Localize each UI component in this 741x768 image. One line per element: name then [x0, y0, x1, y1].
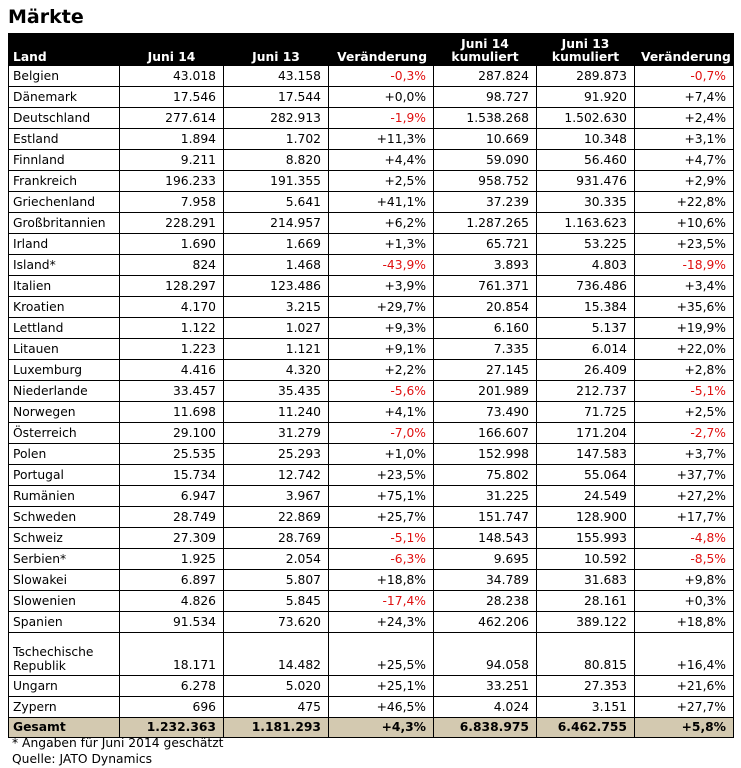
cell-juni-14-kumuliert: 59.090 — [434, 150, 537, 171]
cell-land: Großbritannien — [9, 213, 120, 234]
cell-veraenderung: +41,1% — [329, 192, 434, 213]
column-header-juni-13-kumuliert: Juni 13 kumuliert — [537, 33, 635, 66]
column-header-juni-14-kumuliert: Juni 14 kumuliert — [434, 33, 537, 66]
cell-juni-14-kumuliert: 65.721 — [434, 234, 537, 255]
cell-juni-14-kumuliert: 31.225 — [434, 486, 537, 507]
cell-veraenderung-kumuliert: +3,1% — [635, 129, 734, 150]
cell-juni-13: 5.641 — [224, 192, 329, 213]
cell-veraenderung: +18,8% — [329, 570, 434, 591]
table-body — [9, 66, 734, 738]
cell-land: Ungarn — [9, 676, 120, 697]
table-row — [9, 570, 734, 591]
cell-juni-13-kumuliert: 10.348 — [537, 129, 635, 150]
cell-land: Luxemburg — [9, 360, 120, 381]
cell-land: Serbien* — [9, 549, 120, 570]
cell-juni-13-kumuliert: 1.163.623 — [537, 213, 635, 234]
table-row — [9, 108, 734, 129]
cell-juni-13: 14.482 — [224, 633, 329, 676]
cell-juni-14: 196.233 — [120, 171, 224, 192]
cell-juni-14: 1.925 — [120, 549, 224, 570]
cell-veraenderung: +6,2% — [329, 213, 434, 234]
cell-veraenderung-kumuliert: +10,6% — [635, 213, 734, 234]
cell-veraenderung-kumuliert: +0,3% — [635, 591, 734, 612]
cell-juni-14-kumuliert: 37.239 — [434, 192, 537, 213]
cell-juni-13-kumuliert: 931.476 — [537, 171, 635, 192]
cell-juni-14: 33.457 — [120, 381, 224, 402]
cell-juni-14-kumuliert: 151.747 — [434, 507, 537, 528]
cell-veraenderung-kumuliert: +27,2% — [635, 486, 734, 507]
cell-juni-14: 91.534 — [120, 612, 224, 633]
cell-juni-13-kumuliert: 3.151 — [537, 697, 635, 718]
cell-juni-14-kumuliert: 3.893 — [434, 255, 537, 276]
cell-juni-14-kumuliert: 98.727 — [434, 87, 537, 108]
cell-land: Deutschland — [9, 108, 120, 129]
table-row — [9, 297, 734, 318]
cell-juni-14: 11.698 — [120, 402, 224, 423]
table-row — [9, 486, 734, 507]
cell-veraenderung: +3,9% — [329, 276, 434, 297]
cell-juni-13: 5.807 — [224, 570, 329, 591]
cell-juni-14-kumuliert: 20.854 — [434, 297, 537, 318]
cell-juni-13-kumuliert: 55.064 — [537, 465, 635, 486]
cell-land: Portugal — [9, 465, 120, 486]
cell-juni-14-kumuliert: 94.058 — [434, 633, 537, 676]
cell-veraenderung: -0,3% — [329, 66, 434, 87]
cell-juni-14: 6.897 — [120, 570, 224, 591]
cell-juni-14-kumuliert: 6.160 — [434, 318, 537, 339]
cell-juni-14-kumuliert: 1.538.268 — [434, 108, 537, 129]
cell-land: Dänemark — [9, 87, 120, 108]
cell-veraenderung-kumuliert: +18,8% — [635, 612, 734, 633]
markets-table — [8, 33, 734, 738]
column-header-juni-14: Juni 14 — [120, 33, 224, 66]
cell-land: Norwegen — [9, 402, 120, 423]
table-row — [9, 633, 734, 676]
cell-juni-14-kumuliert: 761.371 — [434, 276, 537, 297]
cell-juni-14-kumuliert: 462.206 — [434, 612, 537, 633]
cell-veraenderung: -7,0% — [329, 423, 434, 444]
table-row — [9, 255, 734, 276]
cell-juni-13-kumuliert: 56.460 — [537, 150, 635, 171]
table-row — [9, 129, 734, 150]
cell-juni-13-kumuliert: 212.737 — [537, 381, 635, 402]
cell-veraenderung: +4,4% — [329, 150, 434, 171]
cell-juni-14: 1.232.363 — [120, 718, 224, 738]
cell-veraenderung-kumuliert: +35,6% — [635, 297, 734, 318]
cell-veraenderung: +46,5% — [329, 697, 434, 718]
cell-veraenderung: +25,7% — [329, 507, 434, 528]
cell-veraenderung-kumuliert: +2,8% — [635, 360, 734, 381]
table-row — [9, 549, 734, 570]
table-row — [9, 339, 734, 360]
cell-juni-13: 1.669 — [224, 234, 329, 255]
cell-juni-14: 4.416 — [120, 360, 224, 381]
cell-juni-13: 1.468 — [224, 255, 329, 276]
cell-veraenderung: +0,0% — [329, 87, 434, 108]
cell-juni-14-kumuliert: 166.607 — [434, 423, 537, 444]
cell-juni-14: 1.223 — [120, 339, 224, 360]
cell-land: Island* — [9, 255, 120, 276]
cell-juni-13-kumuliert: 24.549 — [537, 486, 635, 507]
cell-juni-13: 35.435 — [224, 381, 329, 402]
cell-veraenderung-kumuliert: +22,0% — [635, 339, 734, 360]
table-row — [9, 381, 734, 402]
cell-juni-14-kumuliert: 958.752 — [434, 171, 537, 192]
table-row — [9, 591, 734, 612]
cell-juni-14-kumuliert: 28.238 — [434, 591, 537, 612]
cell-juni-14-kumuliert: 1.287.265 — [434, 213, 537, 234]
cell-veraenderung-kumuliert: +2,5% — [635, 402, 734, 423]
cell-veraenderung: +29,7% — [329, 297, 434, 318]
table-row — [9, 276, 734, 297]
cell-juni-13: 5.845 — [224, 591, 329, 612]
cell-juni-13-kumuliert: 5.137 — [537, 318, 635, 339]
column-header-juni-13: Juni 13 — [224, 33, 329, 66]
cell-juni-14-kumuliert: 34.789 — [434, 570, 537, 591]
cell-juni-14-kumuliert: 152.998 — [434, 444, 537, 465]
cell-veraenderung-kumuliert: +21,6% — [635, 676, 734, 697]
table-row — [9, 171, 734, 192]
table-row — [9, 213, 734, 234]
cell-juni-14: 9.211 — [120, 150, 224, 171]
cell-juni-13-kumuliert: 91.920 — [537, 87, 635, 108]
table-row — [9, 360, 734, 381]
cell-juni-13: 25.293 — [224, 444, 329, 465]
cell-juni-14-kumuliert: 4.024 — [434, 697, 537, 718]
cell-veraenderung-kumuliert: +2,4% — [635, 108, 734, 129]
table-header-row — [9, 33, 734, 66]
cell-juni-13-kumuliert: 6.462.755 — [537, 718, 635, 738]
table-row — [9, 192, 734, 213]
cell-juni-13-kumuliert: 6.014 — [537, 339, 635, 360]
table-row — [9, 612, 734, 633]
cell-veraenderung: -1,9% — [329, 108, 434, 129]
cell-land: Gesamt — [9, 718, 120, 738]
table-row — [9, 318, 734, 339]
cell-juni-14-kumuliert: 9.695 — [434, 549, 537, 570]
cell-land: Schweiz — [9, 528, 120, 549]
cell-juni-13-kumuliert: 31.683 — [537, 570, 635, 591]
cell-juni-13-kumuliert: 10.592 — [537, 549, 635, 570]
cell-land: Italien — [9, 276, 120, 297]
cell-juni-14: 6.278 — [120, 676, 224, 697]
cell-veraenderung: -43,9% — [329, 255, 434, 276]
cell-veraenderung: +4,1% — [329, 402, 434, 423]
cell-veraenderung: -6,3% — [329, 549, 434, 570]
cell-juni-14: 277.614 — [120, 108, 224, 129]
cell-land: Belgien — [9, 66, 120, 87]
cell-land: Schweden — [9, 507, 120, 528]
column-header-veraenderung-kumuliert: Veränderung — [635, 33, 734, 66]
cell-juni-14: 4.170 — [120, 297, 224, 318]
cell-veraenderung-kumuliert: -5,1% — [635, 381, 734, 402]
table-row — [9, 150, 734, 171]
cell-veraenderung: +75,1% — [329, 486, 434, 507]
cell-land: Slowenien — [9, 591, 120, 612]
cell-land: Österreich — [9, 423, 120, 444]
source-note: Quelle: JATO Dynamics — [12, 752, 153, 766]
cell-veraenderung: +25,5% — [329, 633, 434, 676]
cell-juni-14-kumuliert: 7.335 — [434, 339, 537, 360]
cell-veraenderung: +23,5% — [329, 465, 434, 486]
column-header-veraenderung: Veränderung — [329, 33, 434, 66]
cell-veraenderung-kumuliert: -4,8% — [635, 528, 734, 549]
cell-juni-14: 15.734 — [120, 465, 224, 486]
cell-juni-14-kumuliert: 75.802 — [434, 465, 537, 486]
cell-juni-14: 1.894 — [120, 129, 224, 150]
cell-veraenderung-kumuliert: +19,9% — [635, 318, 734, 339]
cell-juni-13: 8.820 — [224, 150, 329, 171]
cell-juni-13-kumuliert: 30.335 — [537, 192, 635, 213]
table-row — [9, 66, 734, 87]
cell-veraenderung-kumuliert: +2,9% — [635, 171, 734, 192]
cell-land: Zypern — [9, 697, 120, 718]
cell-juni-13-kumuliert: 71.725 — [537, 402, 635, 423]
table-row — [9, 423, 734, 444]
cell-juni-13-kumuliert: 289.873 — [537, 66, 635, 87]
cell-juni-14: 43.018 — [120, 66, 224, 87]
cell-veraenderung-kumuliert: -8,5% — [635, 549, 734, 570]
table-row — [9, 234, 734, 255]
cell-juni-14: 1.690 — [120, 234, 224, 255]
cell-veraenderung: -5,6% — [329, 381, 434, 402]
cell-juni-14: 1.122 — [120, 318, 224, 339]
cell-juni-13: 1.181.293 — [224, 718, 329, 738]
cell-juni-13: 1.702 — [224, 129, 329, 150]
cell-juni-13-kumuliert: 128.900 — [537, 507, 635, 528]
cell-veraenderung-kumuliert: +23,5% — [635, 234, 734, 255]
cell-juni-14-kumuliert: 148.543 — [434, 528, 537, 549]
cell-juni-14-kumuliert: 73.490 — [434, 402, 537, 423]
cell-veraenderung-kumuliert: +37,7% — [635, 465, 734, 486]
cell-juni-13-kumuliert: 171.204 — [537, 423, 635, 444]
cell-juni-14: 17.546 — [120, 87, 224, 108]
table-row — [9, 444, 734, 465]
cell-juni-13-kumuliert: 28.161 — [537, 591, 635, 612]
cell-juni-13: 12.742 — [224, 465, 329, 486]
cell-land: Polen — [9, 444, 120, 465]
cell-land: Rumänien — [9, 486, 120, 507]
cell-juni-14: 7.958 — [120, 192, 224, 213]
cell-veraenderung-kumuliert: +5,8% — [635, 718, 734, 738]
cell-veraenderung-kumuliert: -2,7% — [635, 423, 734, 444]
cell-veraenderung-kumuliert: +22,8% — [635, 192, 734, 213]
cell-veraenderung: +4,3% — [329, 718, 434, 738]
cell-veraenderung: +11,3% — [329, 129, 434, 150]
cell-juni-13: 475 — [224, 697, 329, 718]
column-header-land: Land — [9, 33, 120, 66]
cell-juni-13: 31.279 — [224, 423, 329, 444]
cell-juni-14: 29.100 — [120, 423, 224, 444]
cell-juni-13: 22.869 — [224, 507, 329, 528]
cell-juni-14: 27.309 — [120, 528, 224, 549]
cell-juni-13: 11.240 — [224, 402, 329, 423]
cell-veraenderung-kumuliert: +7,4% — [635, 87, 734, 108]
cell-juni-14: 6.947 — [120, 486, 224, 507]
cell-juni-13-kumuliert: 736.486 — [537, 276, 635, 297]
cell-juni-13: 28.769 — [224, 528, 329, 549]
cell-veraenderung: +1,0% — [329, 444, 434, 465]
cell-juni-14-kumuliert: 287.824 — [434, 66, 537, 87]
cell-juni-13-kumuliert: 1.502.630 — [537, 108, 635, 129]
cell-juni-13: 43.158 — [224, 66, 329, 87]
cell-veraenderung: +24,3% — [329, 612, 434, 633]
cell-juni-13: 17.544 — [224, 87, 329, 108]
cell-veraenderung: +9,1% — [329, 339, 434, 360]
cell-juni-14: 18.171 — [120, 633, 224, 676]
table-row — [9, 528, 734, 549]
cell-juni-13: 73.620 — [224, 612, 329, 633]
cell-juni-13: 282.913 — [224, 108, 329, 129]
cell-juni-13-kumuliert: 80.815 — [537, 633, 635, 676]
table-row — [9, 697, 734, 718]
cell-land: Irland — [9, 234, 120, 255]
cell-veraenderung: +2,5% — [329, 171, 434, 192]
table-row — [9, 465, 734, 486]
cell-juni-13-kumuliert: 147.583 — [537, 444, 635, 465]
cell-veraenderung: -17,4% — [329, 591, 434, 612]
cell-juni-13: 4.320 — [224, 360, 329, 381]
cell-veraenderung-kumuliert: +17,7% — [635, 507, 734, 528]
table-row — [9, 676, 734, 697]
cell-juni-13-kumuliert: 155.993 — [537, 528, 635, 549]
cell-veraenderung: +9,3% — [329, 318, 434, 339]
cell-land: Frankreich — [9, 171, 120, 192]
cell-land: Spanien — [9, 612, 120, 633]
cell-juni-13: 214.957 — [224, 213, 329, 234]
cell-land: Lettland — [9, 318, 120, 339]
footnote: * Angaben für Juni 2014 geschätzt — [12, 736, 224, 750]
cell-juni-14: 4.826 — [120, 591, 224, 612]
table-row — [9, 402, 734, 423]
table-row — [9, 87, 734, 108]
cell-veraenderung-kumuliert: -18,9% — [635, 255, 734, 276]
cell-juni-13: 5.020 — [224, 676, 329, 697]
page-title: Märkte — [8, 6, 84, 28]
cell-juni-14-kumuliert: 27.145 — [434, 360, 537, 381]
cell-juni-14-kumuliert: 33.251 — [434, 676, 537, 697]
cell-land: Griechenland — [9, 192, 120, 213]
cell-veraenderung-kumuliert: +27,7% — [635, 697, 734, 718]
cell-juni-13-kumuliert: 389.122 — [537, 612, 635, 633]
cell-juni-13-kumuliert: 53.225 — [537, 234, 635, 255]
cell-juni-14: 228.291 — [120, 213, 224, 234]
cell-juni-14-kumuliert: 10.669 — [434, 129, 537, 150]
cell-juni-14-kumuliert: 6.838.975 — [434, 718, 537, 738]
cell-land: Tschechische Republik — [9, 633, 120, 676]
cell-veraenderung: +1,3% — [329, 234, 434, 255]
cell-juni-14-kumuliert: 201.989 — [434, 381, 537, 402]
cell-veraenderung: +2,2% — [329, 360, 434, 381]
cell-land: Kroatien — [9, 297, 120, 318]
cell-juni-14: 696 — [120, 697, 224, 718]
cell-land: Niederlande — [9, 381, 120, 402]
cell-juni-14: 824 — [120, 255, 224, 276]
cell-veraenderung: -5,1% — [329, 528, 434, 549]
cell-veraenderung-kumuliert: +16,4% — [635, 633, 734, 676]
cell-land: Slowakei — [9, 570, 120, 591]
table-row — [9, 507, 734, 528]
cell-juni-13-kumuliert: 27.353 — [537, 676, 635, 697]
cell-juni-14: 28.749 — [120, 507, 224, 528]
cell-veraenderung-kumuliert: +9,8% — [635, 570, 734, 591]
cell-veraenderung-kumuliert: +4,7% — [635, 150, 734, 171]
cell-juni-13-kumuliert: 15.384 — [537, 297, 635, 318]
cell-land: Finnland — [9, 150, 120, 171]
cell-juni-13-kumuliert: 26.409 — [537, 360, 635, 381]
cell-juni-13: 3.215 — [224, 297, 329, 318]
cell-juni-13: 3.967 — [224, 486, 329, 507]
cell-land: Estland — [9, 129, 120, 150]
cell-juni-13: 1.121 — [224, 339, 329, 360]
cell-veraenderung: +25,1% — [329, 676, 434, 697]
cell-juni-14: 25.535 — [120, 444, 224, 465]
cell-juni-13: 191.355 — [224, 171, 329, 192]
cell-juni-14: 128.297 — [120, 276, 224, 297]
cell-land: Litauen — [9, 339, 120, 360]
cell-juni-13: 123.486 — [224, 276, 329, 297]
cell-juni-13: 2.054 — [224, 549, 329, 570]
cell-juni-13: 1.027 — [224, 318, 329, 339]
cell-veraenderung-kumuliert: +3,4% — [635, 276, 734, 297]
cell-veraenderung-kumuliert: -0,7% — [635, 66, 734, 87]
cell-veraenderung-kumuliert: +3,7% — [635, 444, 734, 465]
cell-juni-13-kumuliert: 4.803 — [537, 255, 635, 276]
